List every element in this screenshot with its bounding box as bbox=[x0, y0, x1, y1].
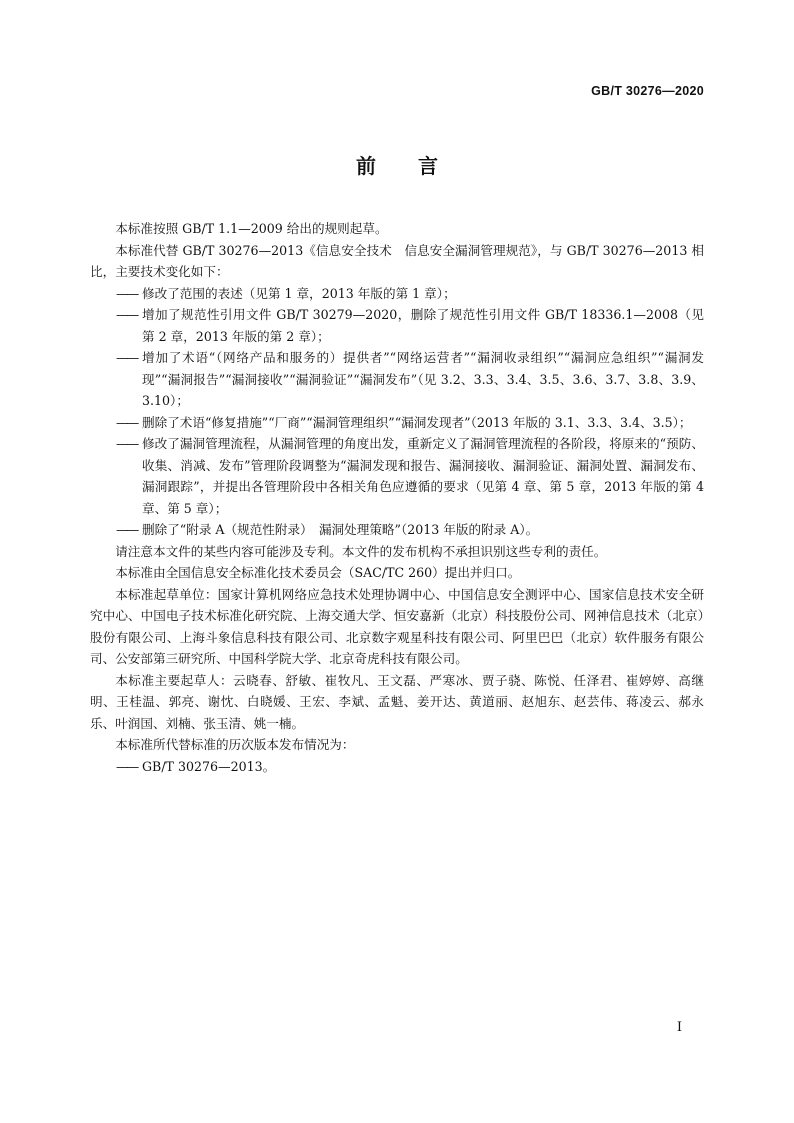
dash-marker: —— bbox=[116, 522, 138, 537]
paragraph-drafting-units: 本标准起草单位：国家计算机网络应急技术处理协调中心、中国信息安全测评中心、国家信息技术安全研究中心、中国电子技术标准化研究院、上海交通大学、恒安嘉新（北京）科技股份公司、网神信息技术（北京）股份有限公司、上海斗象信息科技有限公司、北京数字观星科技有限公司、阿里巴巴（北京）软件服务有限公司、公安部第三研究所、中国科学院大学、北京奇虎科技有限公司。 bbox=[90, 586, 704, 666]
history-item bbox=[90, 756, 704, 778]
dash-marker: —— bbox=[116, 758, 138, 774]
history-item-text: GB/T 30276—2013。 bbox=[142, 758, 276, 774]
dash-marker: —— bbox=[116, 350, 138, 365]
change-item-text: 增加了术语“（网络产品和服务的）提供者”“网络运营者”“漏洞收录组织”“漏洞应急组织”“漏洞发现”“漏洞报告”“漏洞接收”“漏洞验证”“漏洞发布”（见 3.2、3.3、3.4、3.5、3.6、3.7、3.8、3.9、3.10）； bbox=[142, 350, 704, 408]
change-item-references bbox=[90, 304, 704, 347]
paragraph-patent-notice: 请注意本文件的某些内容可能涉及专利。本文件的发布机构不承担识别这些专利的责任。 bbox=[115, 543, 607, 559]
change-item-annex bbox=[90, 519, 704, 541]
change-item-text: 修改了范围的表述（见第 1 章，2013 年版的第 1 章）； bbox=[142, 285, 456, 301]
foreword-body bbox=[90, 218, 704, 777]
paragraph-proposer: 本标准由全国信息安全标准化技术委员会（SAC/TC 260）提出并归口。 bbox=[115, 565, 521, 580]
page-number: I bbox=[676, 1020, 682, 1035]
dash-marker: —— bbox=[116, 285, 138, 301]
change-item-scope bbox=[90, 283, 704, 305]
title-char-1: 前 bbox=[356, 154, 376, 178]
paragraph-drafters: 本标准主要起草人：云晓春、舒敏、崔牧凡、王文磊、严寒冰、贾子骁、陈悦、任泽君、崔婷婷、高继明、王桂温、郭亮、谢忱、白晓媛、王宏、李斌、孟魁、姜开达、黄道丽、赵旭东、赵芸伟、蒋凌云、郝永乐、叶润国、刘楠、张玉清、姚一楠。 bbox=[90, 672, 704, 731]
dash-marker: —— bbox=[116, 436, 138, 451]
change-item-added-terms bbox=[90, 347, 704, 412]
change-item-text: 删除了“附录 A（规范性附录） 漏洞处理策略”（2013 年版的附录 A）。 bbox=[142, 522, 539, 537]
title-char-2: 言 bbox=[418, 154, 438, 178]
paragraph-history: 本标准所代替标准的历次版本发布情况为： bbox=[115, 737, 355, 752]
change-item-text: 删除了术语“修复措施”“厂商”“漏洞管理组织”“漏洞发现者”（2013 年版的 3.1、3.3、3.4、3.5）； bbox=[142, 414, 692, 430]
page-title bbox=[0, 150, 794, 179]
change-item-process bbox=[90, 433, 704, 519]
dash-marker: —— bbox=[116, 414, 138, 430]
dash-marker: —— bbox=[116, 307, 138, 322]
paragraph-drafting-rules: 本标准按照 GB/T 1.1—2009 给出的规则起草。 bbox=[115, 221, 388, 236]
standard-code-header: GB/T 30276—2020 bbox=[591, 84, 704, 98]
change-item-deleted-terms bbox=[90, 412, 704, 434]
change-item-text: 增加了规范性引用文件 GB/T 30279—2020，删除了规范性引用文件 GB/T 18336.1—2008（见第 2 章，2013 年版的第 2 章）； bbox=[142, 307, 704, 344]
change-item-text: 修改了漏洞管理流程，从漏洞管理的角度出发，重新定义了漏洞管理流程的各阶段，将原来的“预防、收集、消减、发布”管理阶段调整为“漏洞发现和报告、漏洞接收、漏洞验证、漏洞处置、漏洞发布、漏洞跟踪”，并提出各管理阶段中各相关角色应遵循的要求（见第 4 章、第 5 章，2013 年版的第 4 章、第 5 章）； bbox=[142, 436, 704, 516]
paragraph-replacement: 本标准代替 GB/T 30276—2013《信息安全技术 信息安全漏洞管理规范》，与 GB/T 30276—2013 相比，主要技术变化如下： bbox=[90, 242, 704, 279]
